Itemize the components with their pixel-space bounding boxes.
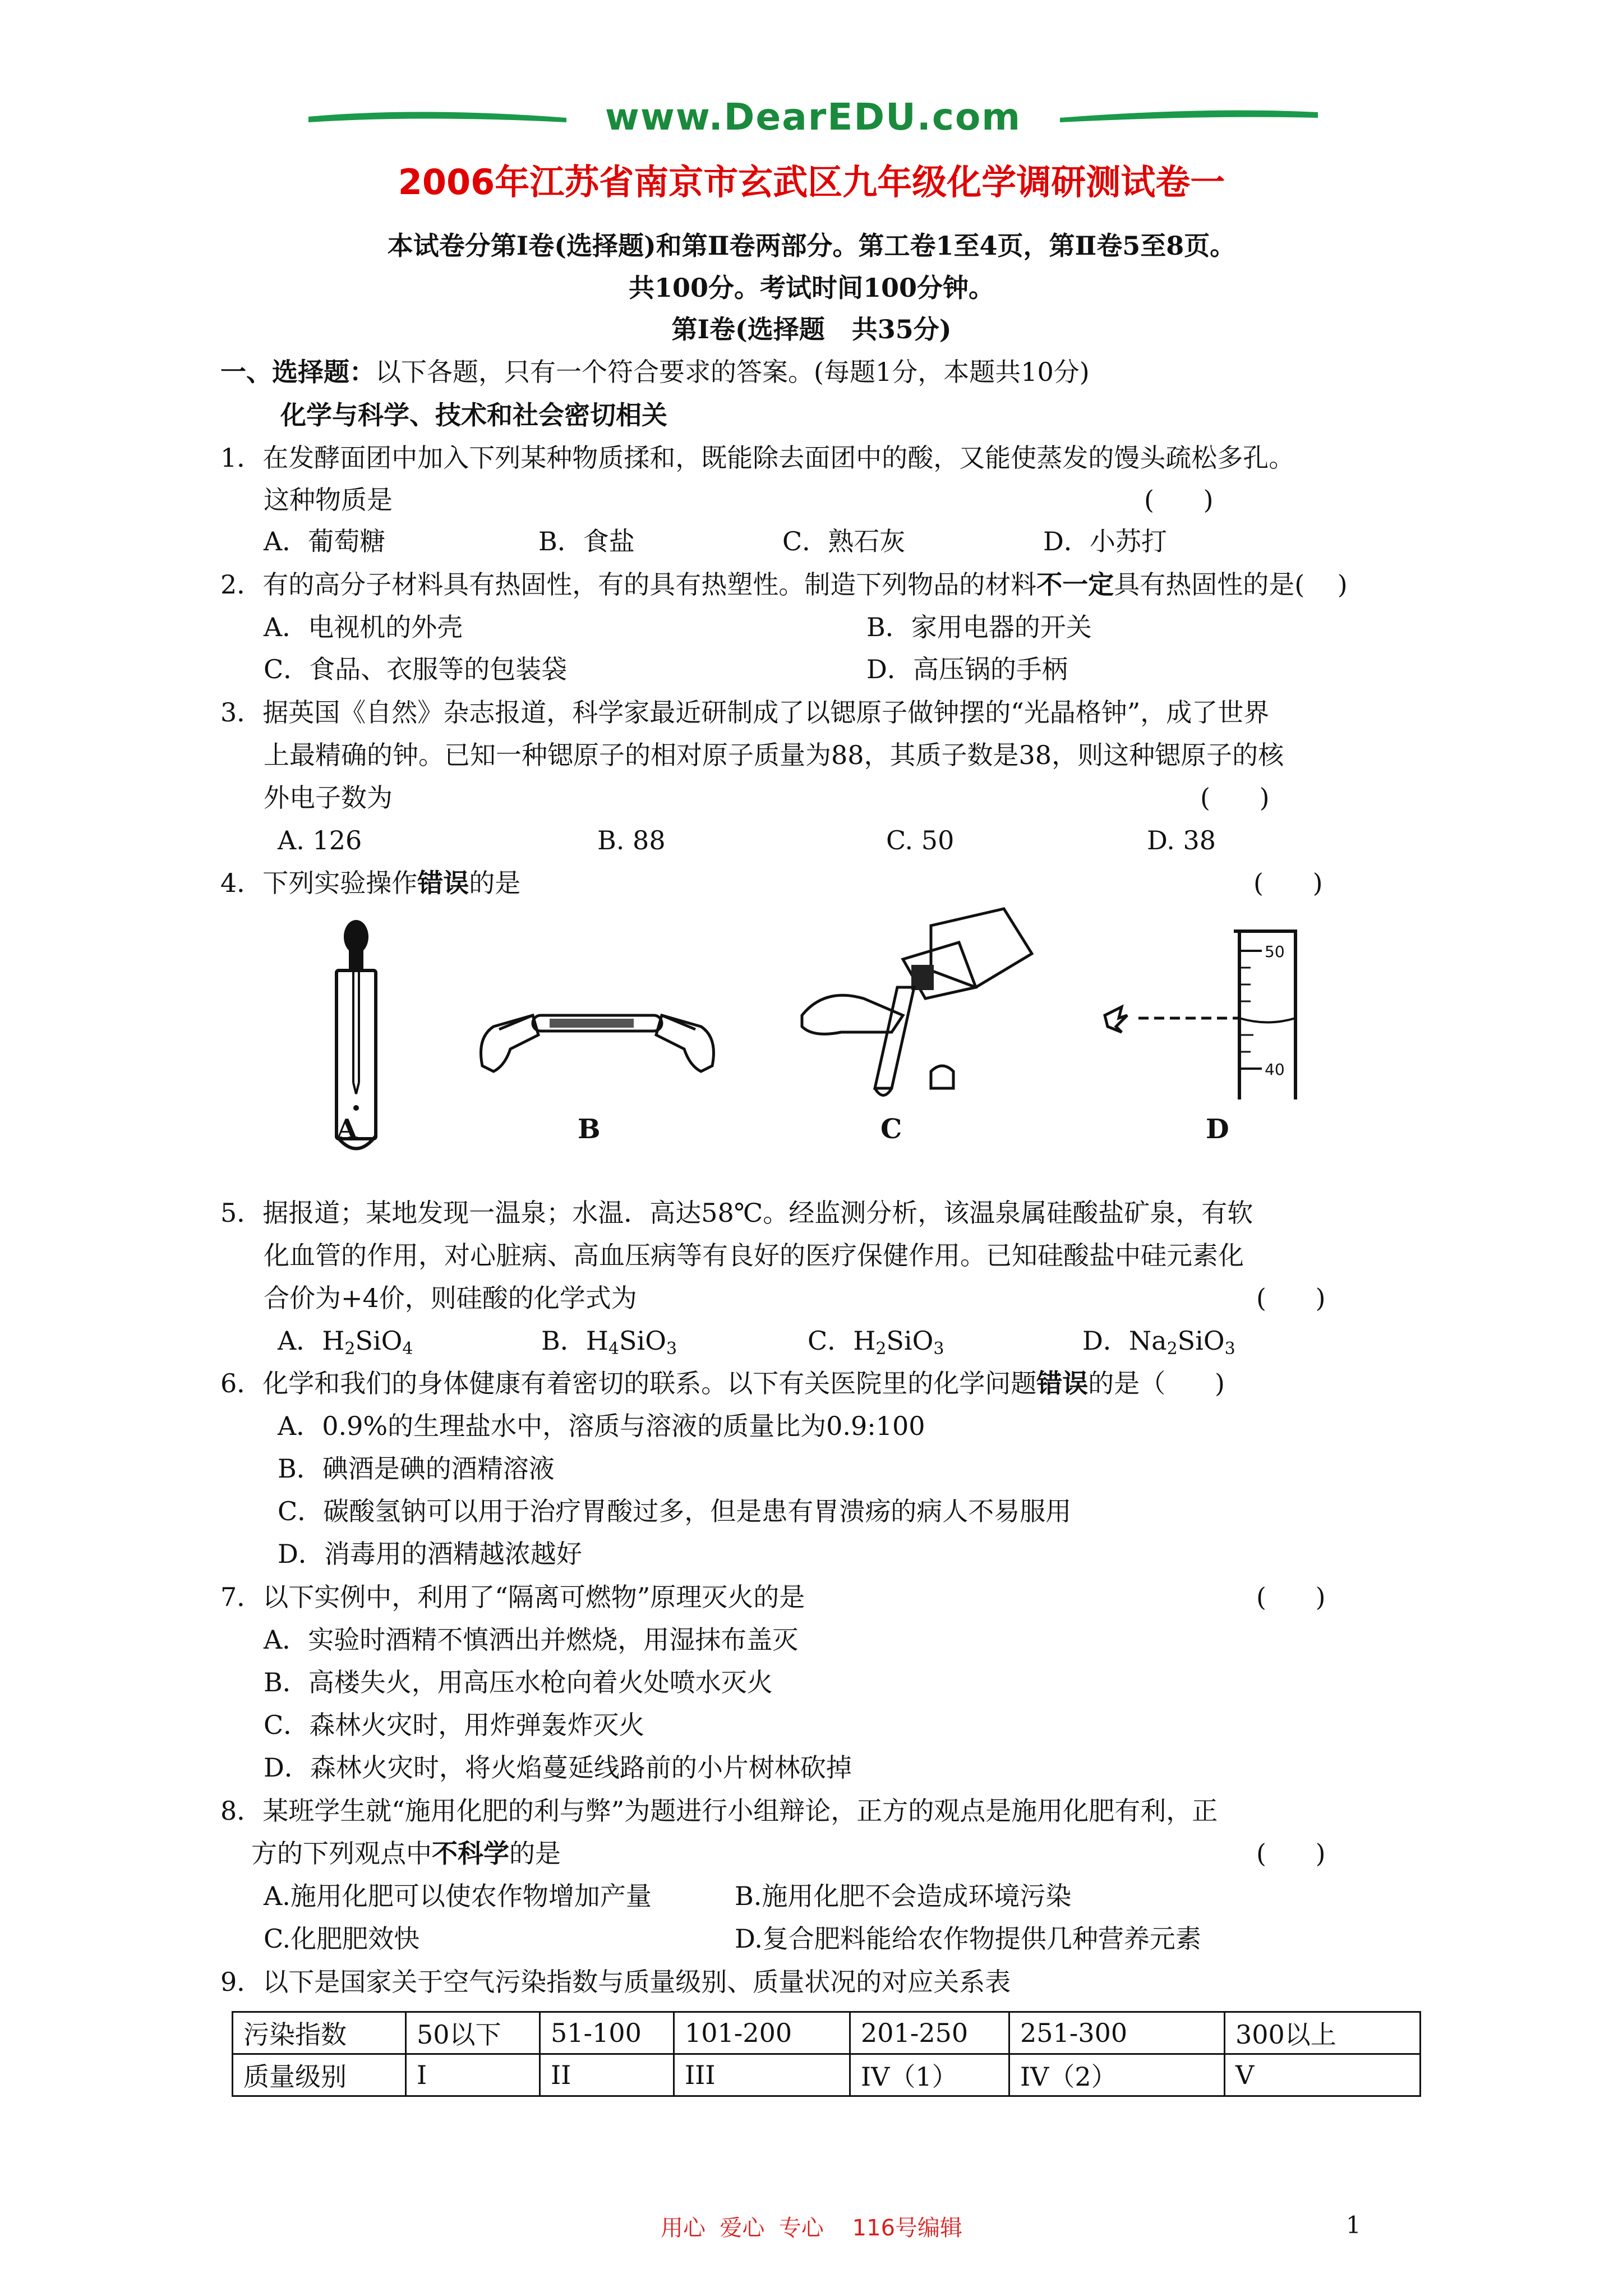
q7-stem: 7．以下实例中，利用了“隔离可燃物”原理灭火的是 [220,1582,805,1612]
table-cell: 201-250 [850,2012,1009,2054]
q2-option-a: A．电视机的外壳 [264,612,463,642]
q3-answer-blank: ( ) [1200,783,1270,813]
q7-option-c: C．森林火灾时，用炸弹轰炸灭火 [264,1710,645,1740]
q1-stem-line1: 1．在发酵面团中加入下列某种物质揉和，既能除去面团中的酸，又能使蒸发的馒头疏松多孔。 [220,443,1295,473]
table-row [233,2012,1421,2054]
q2-stem: 2．有的高分子材料具有热固性，有的具有热塑性。制造下列物品的材料不一定具有热固性的是( ) [220,569,1348,600]
q6-stem: 6．化学和我们的身体健康有着密切的联系。以下有关医院里的化学问题错误的是（ ) [220,1368,1225,1398]
table-cell: V [1225,2054,1421,2096]
figure-a-label: A [336,1114,358,1145]
q9-stem: 9．以下是国家关于空气污染指数与质量级别、质量状况的对应关系表 [220,1967,1011,1997]
page-number: 1 [1346,2211,1361,2239]
q7-option-b: B．高楼失火，用高压水枪向着火处喷水灭火 [264,1667,773,1697]
section1-heading: 一、选择题：以下各题，只有一个符合要求的答案。(每题1分，本题共10分) [220,357,1090,387]
q5-option-a: A．$H_2SiO_4$ [278,1326,413,1359]
figure-d-label: D [1206,1114,1229,1145]
q6-option-b: B．碘酒是碘的酒精溶液 [278,1453,555,1484]
figure-b-label: B [578,1114,601,1145]
q3-stem-line2: 上最精确的钟。已知一种锶原子的相对原子质量为88，其质子数是38，则这种锶原子的核 [264,740,1284,770]
exam-intro-line1: 本试卷分第Ⅰ卷(选择题)和第Ⅱ卷两部分。第工卷1至4页，第Ⅱ卷5至8页。 [387,231,1236,261]
q2-option-c: C．食品、衣服等的包装袋 [264,654,568,684]
q8-option-a: A.施用化肥可以使农作物增加产量 [264,1881,652,1911]
q6-option-a: A．0.9%的生理盐水中，溶质与溶液的质量比为0.9:100 [278,1411,925,1441]
figure-d-cylinder [1094,920,1318,1111]
exam-intro-line2: 共100分。考试时间100分钟。 [628,273,995,303]
table-cell: I [406,2054,540,2096]
figure-c-pouring [791,903,1038,1105]
table-cell: IV（2） [1009,2054,1225,2096]
q5-stem-line3: 合价为+4价，则硅酸的化学式为 [264,1283,637,1313]
q2-option-b: B．家用电器的开关 [866,612,1092,642]
q8-stem-line1: 8．某班学生就“施用化肥的利与弊”为题进行小组辩论，正方的观点是施用化肥有利，正 [220,1796,1218,1826]
table-cell: 101-200 [674,2012,850,2054]
q7-option-a: A．实验时酒精不慎洒出并燃烧，用湿抹布盖灭 [264,1625,799,1655]
q6-option-c: C．碳酸氢钠可以用于治疗胃酸过多，但是患有胃溃疡的病人不易服用 [278,1496,1072,1526]
q5-stem-line2: 化血管的作用，对心脏病、高血压病等有良好的医疗保健作用。已知硅酸盐中硅元素化 [264,1240,1244,1271]
q7-answer-blank: ( ) [1256,1582,1326,1612]
q5-option-c: C．$H_2SiO_3$ [808,1326,944,1359]
part1-heading: 第Ⅰ卷(选择题 共35分) [671,314,952,344]
air-quality-table [232,2011,1421,2097]
table-cell: 251-300 [1009,2012,1225,2054]
q3-option-b: B. 88 [597,825,666,855]
q3-stem-line1: 3．据英国《自然》杂志报道，科学家最近研制成了以锶原子做钟摆的“光晶格钟”，成了世界 [220,697,1270,728]
table-cell: IV（1） [850,2054,1009,2096]
q3-option-c: C. 50 [886,825,955,855]
table-cell: 50以下 [406,2012,540,2054]
cylinder-mark-40: 40 [1265,1060,1285,1079]
table-cell: 51-100 [540,2012,674,2054]
section1-subheading: 化学与科学、技术和社会密切相关 [280,400,667,430]
q4-stem: 4．下列实验操作错误的是 [220,868,521,898]
q3-option-a: A. 126 [278,825,362,855]
q5-option-b: B．$H_4SiO_3$ [541,1326,677,1359]
q6-option-d: D．消毒用的酒精越浓越好 [278,1539,582,1569]
site-banner [308,95,1318,157]
table-cell: 300以上 [1225,2012,1421,2054]
page-footer: 用心 爱心 专心 116号编辑 [660,2215,963,2241]
q5-stem-line1: 5．据报道；某地发现一温泉；水温．高达58℃。经监测分析，该温泉属硅酸盐矿泉，有软 [220,1198,1253,1228]
table-cell: II [540,2054,674,2096]
q8-option-d: D.复合肥料能给农作物提供几种营养元素 [735,1924,1201,1954]
q1-stem-line2: 这种物质是 [264,485,393,515]
q5-option-d: D．$Na_2SiO_3$ [1082,1326,1235,1359]
site-url: www.DearEDU.com [605,95,1022,139]
q1-option-c: C．熟石灰 [782,526,906,556]
q3-option-d: D. 38 [1147,825,1216,855]
q8-option-c: C.化肥肥效快 [264,1924,420,1954]
q8-answer-blank: ( ) [1256,1838,1326,1869]
q8-option-b: B.施用化肥不会造成环境污染 [735,1881,1072,1911]
q1-answer-blank: ( ) [1144,485,1214,515]
table-cell: 质量级别 [233,2054,406,2096]
q8-stem-line2: 方的下列观点中不科学的是 [251,1838,561,1869]
q1-option-d: D．小苏打 [1043,526,1167,556]
figure-b-hands-tube [471,976,723,1077]
cylinder-mark-50: 50 [1265,942,1285,961]
q3-stem-line3: 外电子数为 [264,783,393,813]
q1-option-b: B．食盐 [538,526,635,556]
figure-c-label: C [880,1114,902,1145]
page-title: 2006年江苏省南京市玄武区九年级化学调研测试卷一 [398,162,1225,203]
q4-answer-blank: ( ) [1253,868,1323,898]
table-cell: 污染指数 [233,2012,406,2054]
table-row [233,2054,1421,2096]
q1-option-a: A．葡萄糖 [264,526,386,556]
table-cell: III [674,2054,850,2096]
q2-option-d: D．高压锅的手柄 [866,654,1068,684]
q7-option-d: D．森林火灾时，将火焰蔓延线路前的小片树林砍掉 [264,1752,852,1783]
q5-answer-blank: ( ) [1256,1283,1326,1313]
